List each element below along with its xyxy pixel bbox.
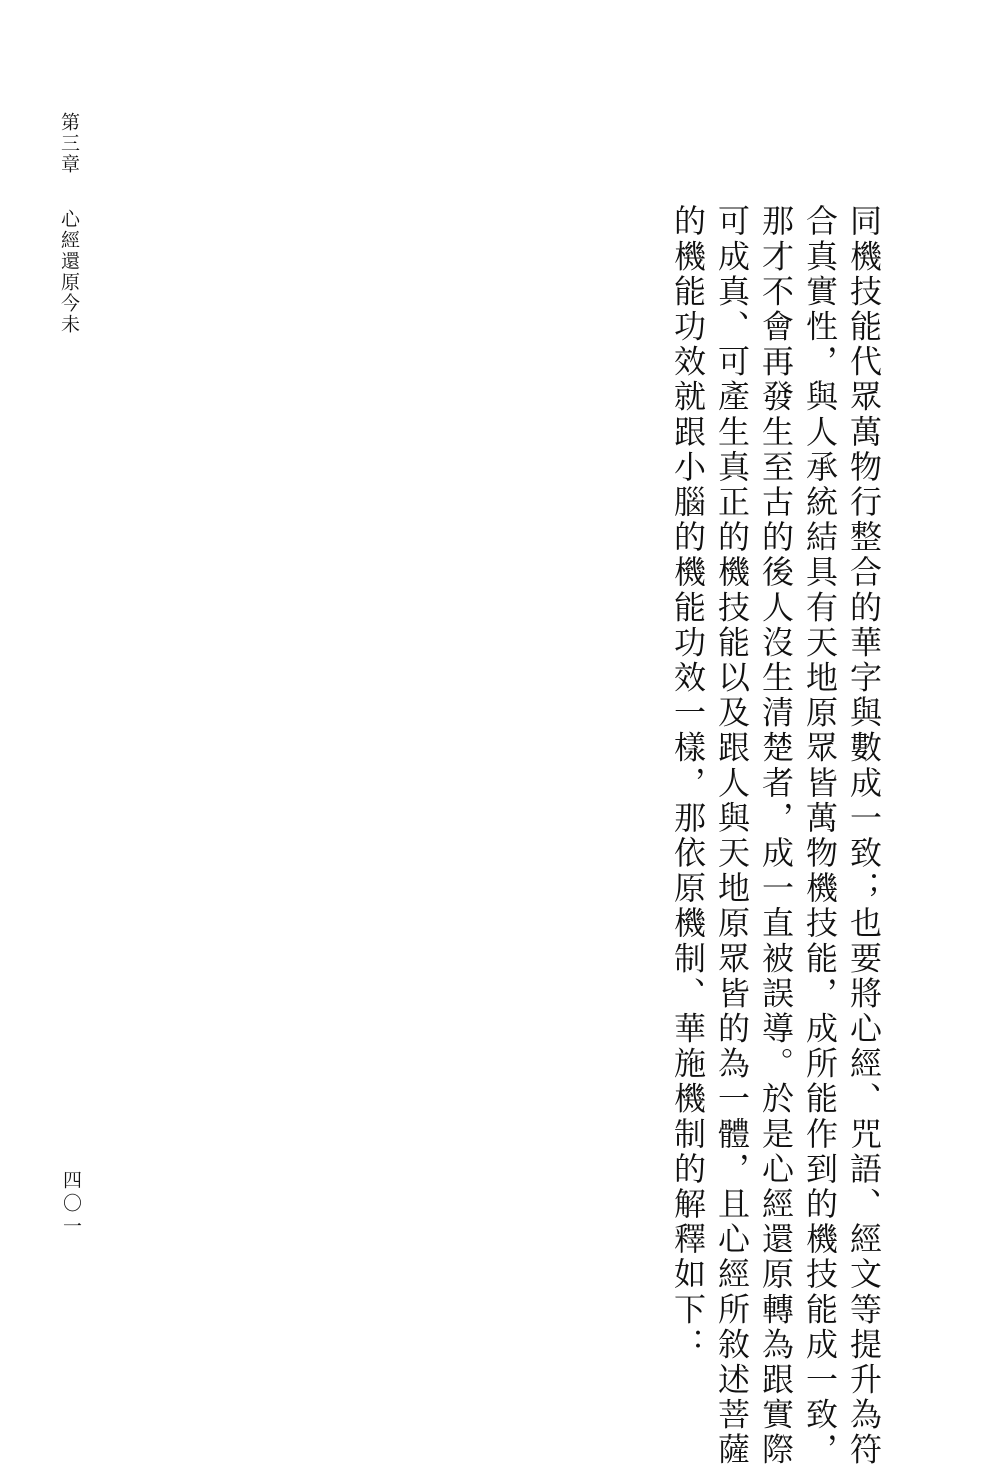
page-number: 四〇一: [60, 1170, 82, 1239]
text-column-5: 的機能功效就跟小腦的機能功效一樣，那依原機制、華施機制的解釋如下：: [669, 204, 707, 1363]
text-column-4: 可成真、可產生真正的機技能以及跟人與天地原眾皆的為一體，且心經所敘述菩薩: [713, 204, 751, 1468]
chapter-title: 心經還原今未: [58, 209, 80, 335]
running-header: [56, 112, 82, 335]
chapter-label: 第三章: [58, 112, 80, 175]
text-column-2: 合真實性，與人承統結具有天地原眾皆萬物機技能，成所能作到的機技能成一致，: [801, 204, 839, 1468]
main-text: [666, 204, 886, 1468]
text-column-1: 同機技能代眾萬物行整合的華字與數成一致；也要將心經、咒語、經文等提升為符: [845, 204, 883, 1468]
text-column-3: 那才不會再發生至古的後人沒生清楚者，成一直被誤導。於是心經還原轉為跟實際: [757, 204, 795, 1468]
